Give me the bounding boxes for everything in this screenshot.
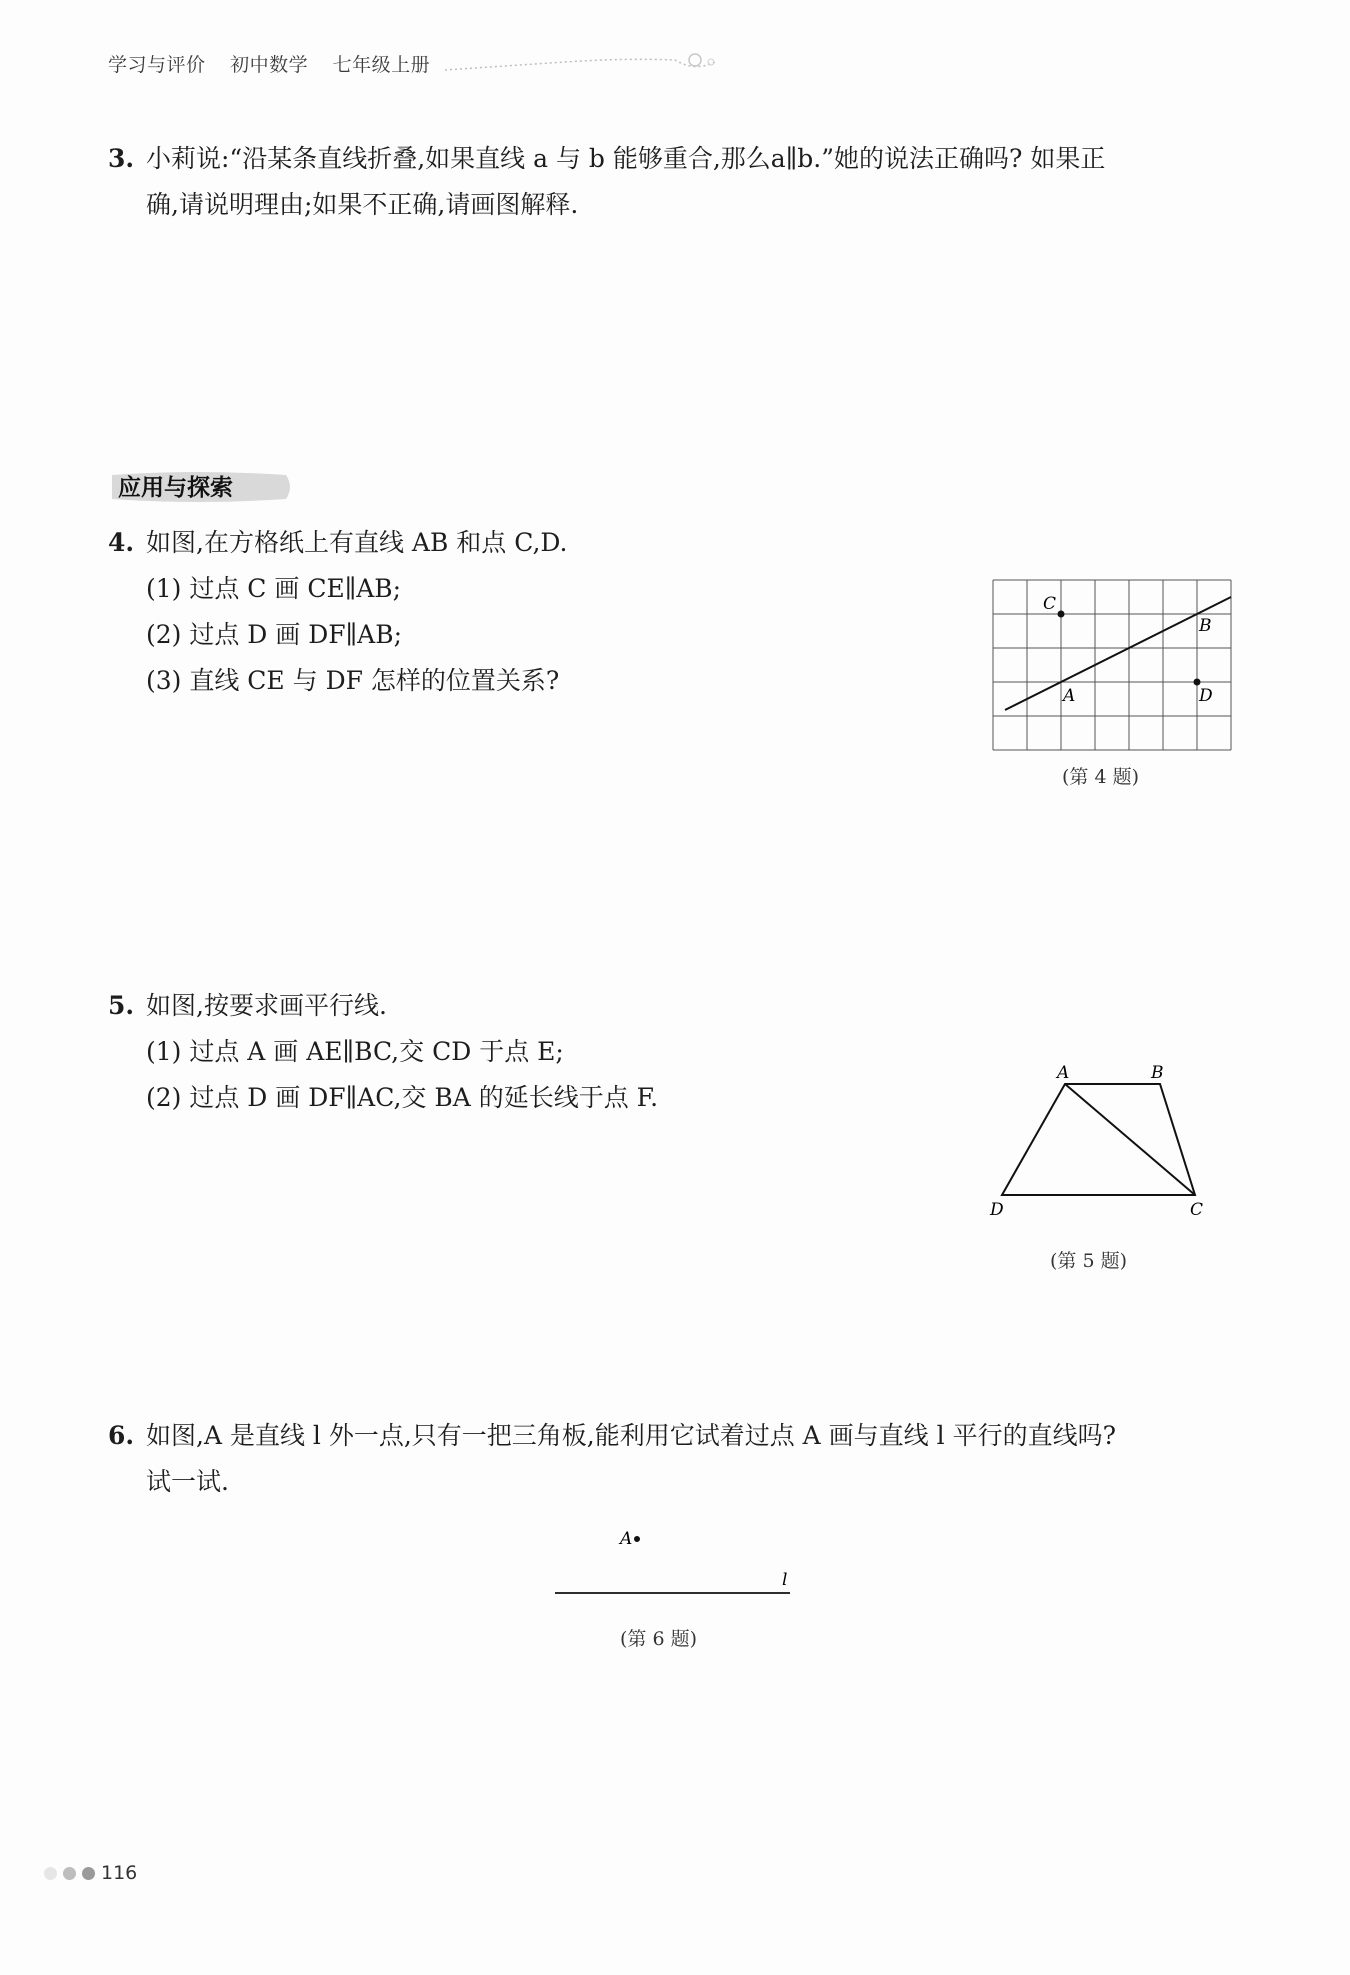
question-stem: 如图,在方格纸上有直线 AB 和点 C,D. [146, 528, 568, 557]
label-a: A [1057, 1063, 1070, 1083]
label-b: B [1199, 616, 1212, 636]
question-number: 4. [108, 528, 135, 557]
header-subject: 初中数学 [230, 54, 309, 76]
question-text-line2: 确,请说明理由;如果不正确,请画图解释. [146, 190, 579, 219]
figure-q5-trapezoid [985, 1060, 1215, 1220]
page-footer [44, 1862, 137, 1884]
question-5 [108, 983, 658, 1121]
label-b: B [1151, 1063, 1164, 1083]
question-4 [108, 520, 568, 704]
diagonal-ac [1065, 1084, 1195, 1195]
question-part-1: (1) 过点 C 画 CE∥AB; [146, 574, 402, 603]
point-d [1194, 679, 1201, 686]
label-d: D [990, 1200, 1004, 1220]
question-6 [108, 1413, 1116, 1505]
figure-caption: (第 4 题) [1062, 766, 1139, 788]
header-grade: 七年级上册 [332, 54, 431, 76]
section-title: 应用与探索 [118, 475, 233, 501]
header-book: 学习与评价 [108, 54, 206, 76]
label-c: C [1043, 594, 1057, 614]
header-decoration [445, 48, 735, 78]
question-text-line1: 小莉说:“沿某条直线折叠,如果直线 a 与 b 能够重合,那么a∥b.”她的说法正确吗? 如果正 [146, 144, 1106, 173]
question-number: 3. [108, 144, 135, 173]
label-c: C [1190, 1200, 1204, 1220]
trapezoid-abcd [1002, 1084, 1195, 1195]
question-part-2: (2) 过点 D 画 DF∥AC,交 BA 的延长线于点 F. [146, 1083, 659, 1112]
question-part-3: (3) 直线 CE 与 DF 怎样的位置关系? [146, 666, 560, 695]
question-stem: 如图,按要求画平行线. [146, 991, 387, 1020]
question-text-line1: 如图,A 是直线 l 外一点,只有一把三角板,能利用它试着过点 A 画与直线 l 平行的直线吗? [146, 1421, 1116, 1450]
question-part-2: (2) 过点 D 画 DF∥AB; [146, 620, 403, 649]
question-number: 6. [108, 1421, 135, 1450]
label-a: A [1063, 686, 1076, 706]
running-header [108, 50, 448, 77]
question-3 [108, 136, 1105, 228]
footer-dot-icon [82, 1867, 95, 1880]
question-text-line2: 试一试. [146, 1467, 229, 1496]
question-part-1: (1) 过点 A 画 AE∥BC,交 CD 于点 E; [146, 1037, 564, 1066]
footer-dot-icon [63, 1867, 76, 1880]
figure-caption: (第 6 题) [620, 1628, 697, 1650]
label-l: l [782, 1570, 788, 1590]
figure-q6-line [545, 1510, 795, 1610]
question-number: 5. [108, 991, 135, 1020]
point-a [634, 1536, 640, 1542]
point-c [1058, 611, 1065, 618]
footer-dot-icon [44, 1867, 57, 1880]
label-d: D [1199, 686, 1213, 706]
figure-q4-grid [985, 575, 1240, 755]
figure-caption: (第 5 题) [1050, 1250, 1127, 1272]
label-a: A [620, 1529, 633, 1549]
section-banner [108, 467, 298, 507]
page-number: 116 [101, 1862, 138, 1884]
